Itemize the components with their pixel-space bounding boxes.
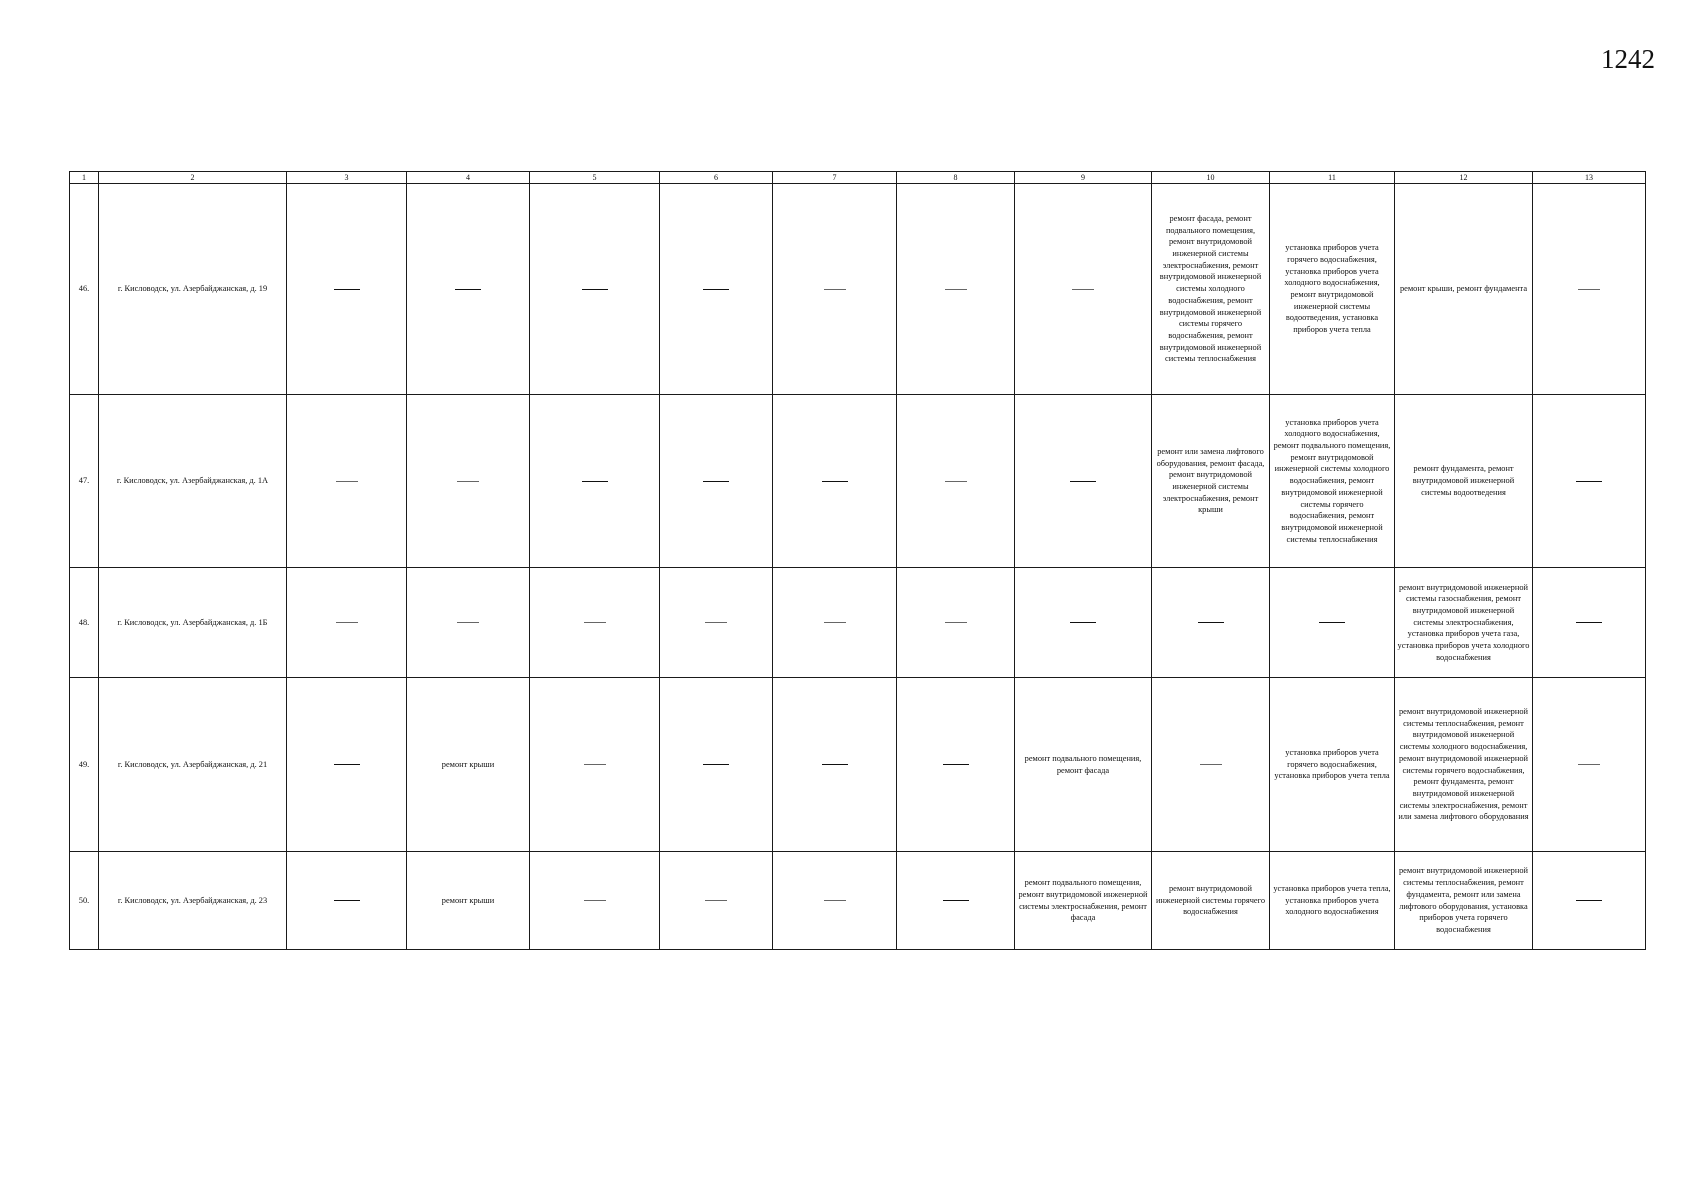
empty-dash [943, 900, 969, 901]
dash-cell [897, 852, 1015, 950]
column-header: 6 [660, 172, 773, 184]
dash-cell [530, 184, 660, 395]
works-cell: ремонт внутридомовой инженерной системы теплоснабжения, ремонт внутридомовой инженерной системы холодного водоснабжения, ремонт внутридомовой инженерной системы горячего водоснабжения, ремонт фундамента, ремонт внутридомовой инженерной системы электроснабжения, ремонт или замена лифтового оборудования [1395, 678, 1533, 852]
works-cell: установка приборов учета холодного водоснабжения, ремонт подвального помещения, ремонт внутридомовой инженерной системы холодного водоснабжения, ремонт внутридомовой инженерной системы горячего водоснабжения, ремонт внутридомовой инженерной системы теплоснабжения [1270, 395, 1395, 568]
empty-dash [1200, 764, 1222, 765]
dash-cell [287, 852, 407, 950]
works-cell: ремонт или замена лифтового оборудования, ремонт фасада, ремонт внутридомовой инженерной системы электроснабжения, ремонт крыши [1152, 395, 1270, 568]
empty-dash [822, 481, 848, 482]
empty-dash [1072, 289, 1094, 290]
dash-cell [1533, 184, 1646, 395]
empty-dash [945, 481, 967, 482]
column-header: 1 [70, 172, 99, 184]
works-cell: ремонт внутридомовой инженерной системы газоснабжения, ремонт внутридомовой инженерной системы электроснабжения, установка приборов учета газа, установка приборов учета холодного водоснабжения [1395, 568, 1533, 678]
works-cell: ремонт внутридомовой инженерной системы горячего водоснабжения [1152, 852, 1270, 950]
dash-cell [773, 852, 897, 950]
dash-cell [287, 184, 407, 395]
empty-dash [1070, 481, 1096, 482]
row-number: 46. [70, 184, 99, 395]
empty-dash [705, 622, 727, 623]
dash-cell [773, 678, 897, 852]
dash-cell [1270, 568, 1395, 678]
empty-dash [584, 622, 606, 623]
empty-dash [1576, 622, 1602, 623]
dash-cell [1152, 678, 1270, 852]
empty-dash [703, 289, 729, 290]
empty-dash [334, 900, 360, 901]
dash-cell [773, 184, 897, 395]
address-cell: г. Кисловодск, ул. Азербайджанская, д. 21 [99, 678, 287, 852]
works-cell: ремонт крыши, ремонт фундамента [1395, 184, 1533, 395]
table-row [70, 184, 1646, 395]
dash-cell [530, 678, 660, 852]
empty-dash [945, 289, 967, 290]
table-row [70, 852, 1646, 950]
empty-dash [705, 900, 727, 901]
column-number-row [70, 172, 1646, 184]
empty-dash [336, 622, 358, 623]
dash-cell [897, 395, 1015, 568]
dash-cell [1152, 568, 1270, 678]
address-cell: г. Кисловодск, ул. Азербайджанская, д. 19 [99, 184, 287, 395]
works-cell: ремонт подвального помещения, ремонт фасада [1015, 678, 1152, 852]
repair-schedule-table [69, 171, 1646, 950]
dash-cell [773, 568, 897, 678]
dash-cell [287, 678, 407, 852]
empty-dash [1070, 622, 1096, 623]
works-cell: ремонт фундамента, ремонт внутридомовой инженерной системы водоотведения [1395, 395, 1533, 568]
table-row [70, 568, 1646, 678]
dash-cell [660, 678, 773, 852]
empty-dash [584, 764, 606, 765]
column-header: 10 [1152, 172, 1270, 184]
dash-cell [660, 852, 773, 950]
dash-cell [287, 395, 407, 568]
empty-dash [582, 481, 608, 482]
empty-dash [822, 764, 848, 765]
dash-cell [407, 184, 530, 395]
page-number: 1242 [1601, 44, 1655, 74]
empty-dash [945, 622, 967, 623]
empty-dash [457, 481, 479, 482]
dash-cell [287, 568, 407, 678]
empty-dash [1576, 900, 1602, 901]
empty-dash [1578, 764, 1600, 765]
empty-dash [1319, 622, 1345, 623]
works-cell: установка приборов учета горячего водоснабжения, установка приборов учета тепла [1270, 678, 1395, 852]
dash-cell [407, 568, 530, 678]
dash-cell [530, 395, 660, 568]
repair-schedule-sheet [69, 171, 1645, 950]
column-header: 3 [287, 172, 407, 184]
empty-dash [1578, 289, 1600, 290]
column-header: 13 [1533, 172, 1646, 184]
address-cell: г. Кисловодск, ул. Азербайджанская, д. 1Б [99, 568, 287, 678]
empty-dash [334, 289, 360, 290]
dash-cell [660, 568, 773, 678]
dash-cell [897, 678, 1015, 852]
address-cell: г. Кисловодск, ул. Азербайджанская, д. 1А [99, 395, 287, 568]
dash-cell [407, 395, 530, 568]
dash-cell [1533, 678, 1646, 852]
dash-cell [1015, 395, 1152, 568]
dash-cell [897, 184, 1015, 395]
dash-cell [1533, 568, 1646, 678]
dash-cell [530, 852, 660, 950]
works-cell: ремонт внутридомовой инженерной системы теплоснабжения, ремонт фундамента, ремонт или замена лифтового оборудования, установка приборов учета горячего водоснабжения [1395, 852, 1533, 950]
works-cell: ремонт крыши [407, 852, 530, 950]
dash-cell [897, 568, 1015, 678]
dash-cell [660, 395, 773, 568]
empty-dash [1576, 481, 1602, 482]
empty-dash [336, 481, 358, 482]
column-header: 7 [773, 172, 897, 184]
empty-dash [457, 622, 479, 623]
empty-dash [1198, 622, 1224, 623]
works-cell: установка приборов учета тепла, установка приборов учета холодного водоснабжения [1270, 852, 1395, 950]
row-number: 50. [70, 852, 99, 950]
column-header: 12 [1395, 172, 1533, 184]
address-cell: г. Кисловодск, ул. Азербайджанская, д. 23 [99, 852, 287, 950]
table-row [70, 678, 1646, 852]
works-cell: ремонт фасада, ремонт подвального помещения, ремонт внутридомовой инженерной системы электроснабжения, ремонт внутридомовой инженерной системы холодного водоснабжения, ремонт внутридомовой инженерной системы горячего водоснабжения, ремонт внутридомовой инженерной системы теплоснабжения [1152, 184, 1270, 395]
empty-dash [455, 289, 481, 290]
column-header: 5 [530, 172, 660, 184]
empty-dash [703, 764, 729, 765]
empty-dash [584, 900, 606, 901]
dash-cell [530, 568, 660, 678]
works-cell: ремонт крыши [407, 678, 530, 852]
empty-dash [824, 289, 846, 290]
empty-dash [334, 764, 360, 765]
row-number: 47. [70, 395, 99, 568]
empty-dash [582, 289, 608, 290]
row-number: 48. [70, 568, 99, 678]
column-header: 8 [897, 172, 1015, 184]
dash-cell [1533, 395, 1646, 568]
dash-cell [1015, 184, 1152, 395]
works-cell: установка приборов учета горячего водоснабжения, установка приборов учета холодного водоснабжения, ремонт внутридомовой инженерной системы водоотведения, установка приборов учета тепла [1270, 184, 1395, 395]
dash-cell [1533, 852, 1646, 950]
column-header: 9 [1015, 172, 1152, 184]
empty-dash [703, 481, 729, 482]
row-number: 49. [70, 678, 99, 852]
empty-dash [824, 622, 846, 623]
works-cell: ремонт подвального помещения, ремонт внутридомовой инженерной системы электроснабжения, ремонт фасада [1015, 852, 1152, 950]
column-header: 11 [1270, 172, 1395, 184]
empty-dash [943, 764, 969, 765]
column-header: 4 [407, 172, 530, 184]
column-header: 2 [99, 172, 287, 184]
dash-cell [773, 395, 897, 568]
table-row [70, 395, 1646, 568]
empty-dash [824, 900, 846, 901]
dash-cell [1015, 568, 1152, 678]
dash-cell [660, 184, 773, 395]
